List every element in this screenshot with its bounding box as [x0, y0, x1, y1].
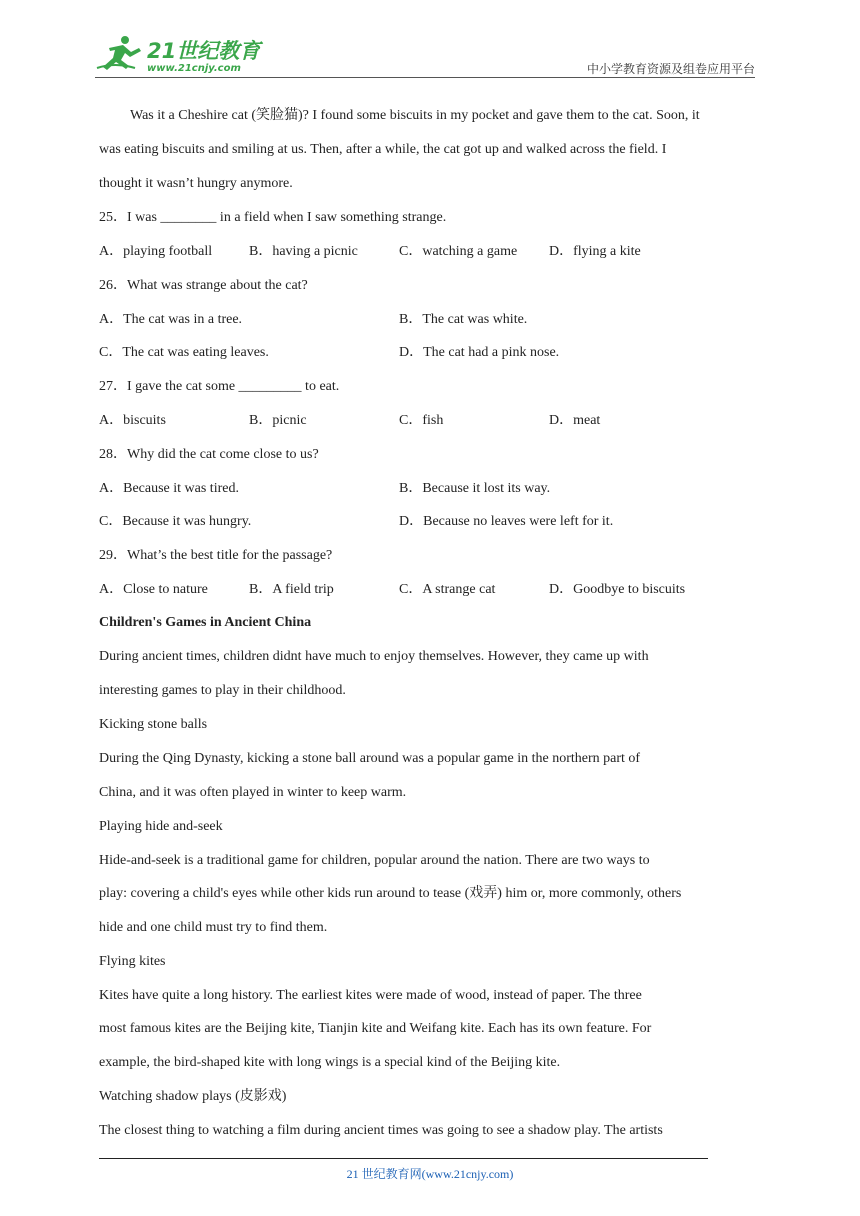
- question-26-stem: 26．What was strange about the cat?: [99, 278, 308, 293]
- q27-option-b: B．picnic: [249, 413, 307, 428]
- footer-divider: [99, 1158, 708, 1159]
- q27-option-c: C．fish: [399, 413, 444, 428]
- passage2-line: most famous kites are the Beijing kite, Tianjin kite and Weifang kite. Each has its own feature. For: [99, 1021, 652, 1036]
- passage2-line: During ancient times, children didnt have much to enjoy themselves. However, they came up with: [99, 649, 649, 664]
- passage1-line: was eating biscuits and smiling at us. Then, after a while, the cat got up and walked across the field. I: [99, 142, 667, 157]
- passage2-line: The closest thing to watching a film during ancient times was going to see a shadow play. The artists: [99, 1123, 663, 1138]
- question-25-stem: 25．I was ________ in a field when I saw something strange.: [99, 210, 447, 225]
- q25-option-b: B．having a picnic: [249, 244, 358, 259]
- logo-text: 21世纪教育: [147, 39, 261, 63]
- passage1-line: thought it wasn’t hungry anymore.: [99, 176, 293, 191]
- q28-option-a: A．Because it was tired.: [99, 481, 239, 496]
- q29-option-b: B．A field trip: [249, 582, 334, 597]
- passage2-line: Kites have quite a long history. The earliest kites were made of wood, instead of paper. The three: [99, 988, 642, 1003]
- question-28-stem: 28．Why did the cat come close to us?: [99, 447, 319, 462]
- q25-option-d: D．flying a kite: [549, 244, 641, 259]
- passage2-title: Children's Games in Ancient China: [99, 615, 312, 630]
- passage2-line: hide and one child must try to find them.: [99, 920, 328, 935]
- logo: [95, 34, 265, 74]
- passage2-line: play: covering a child's eyes while other kids run around to tease (戏弄) him or, more commonly, others: [99, 886, 682, 901]
- runner-icon: [97, 36, 141, 70]
- q26-option-b: B．The cat was white.: [399, 312, 528, 327]
- passage2-line: example, the bird-shaped kite with long wings is a special kind of the Beijing kite.: [99, 1055, 561, 1070]
- passage1-line: Was it a Cheshire cat (笑脸猫)? I found some biscuits in my pocket and gave them to the cat. Soon, it: [130, 108, 700, 123]
- section-heading-kicking-stone-balls: Kicking stone balls: [99, 717, 208, 732]
- q28-option-b: B．Because it lost its way.: [399, 481, 551, 496]
- footer-text: 21 世纪教育网(www.21cnjy.com): [346, 1167, 514, 1181]
- q29-option-c: C．A strange cat: [399, 582, 496, 597]
- section-heading-shadow-plays: Watching shadow plays (皮影戏): [99, 1089, 287, 1104]
- passage2-line: During the Qing Dynasty, kicking a stone ball around was a popular game in the northern part of: [99, 751, 641, 766]
- header-divider: [95, 77, 755, 78]
- question-27-stem: 27．I gave the cat some _________ to eat.: [99, 379, 340, 394]
- question-29-stem: 29．What’s the best title for the passage?: [99, 548, 333, 563]
- q25-option-c: C．watching a game: [399, 244, 518, 259]
- q26-option-c: C．The cat was eating leaves.: [99, 345, 269, 360]
- q29-option-d: D．Goodbye to biscuits: [549, 582, 686, 597]
- header-platform-text: 中小学教育资源及组卷应用平台: [586, 62, 755, 76]
- page-header: [95, 30, 755, 78]
- q28-option-d: D．Because no leaves were left for it.: [399, 514, 614, 529]
- q26-option-a: A．The cat was in a tree.: [99, 312, 243, 327]
- q27-option-d: D．meat: [549, 413, 601, 428]
- section-heading-hide-and-seek: Playing hide and-seek: [99, 819, 223, 834]
- q29-option-a: A．Close to nature: [99, 582, 208, 597]
- q27-option-a: A．biscuits: [99, 413, 166, 428]
- section-heading-flying-kites: Flying kites: [99, 954, 166, 969]
- q25-option-a: A．playing football: [99, 244, 213, 259]
- q26-option-d: D．The cat had a pink nose.: [399, 345, 560, 360]
- passage2-line: interesting games to play in their childhood.: [99, 683, 346, 698]
- logo-url: www.21cnjy.com: [147, 63, 241, 74]
- q28-option-c: C．Because it was hungry.: [99, 514, 252, 529]
- passage2-line: China, and it was often played in winter to keep warm.: [99, 785, 407, 800]
- passage2-line: Hide-and-seek is a traditional game for children, popular around the nation. There are two ways to: [99, 853, 650, 868]
